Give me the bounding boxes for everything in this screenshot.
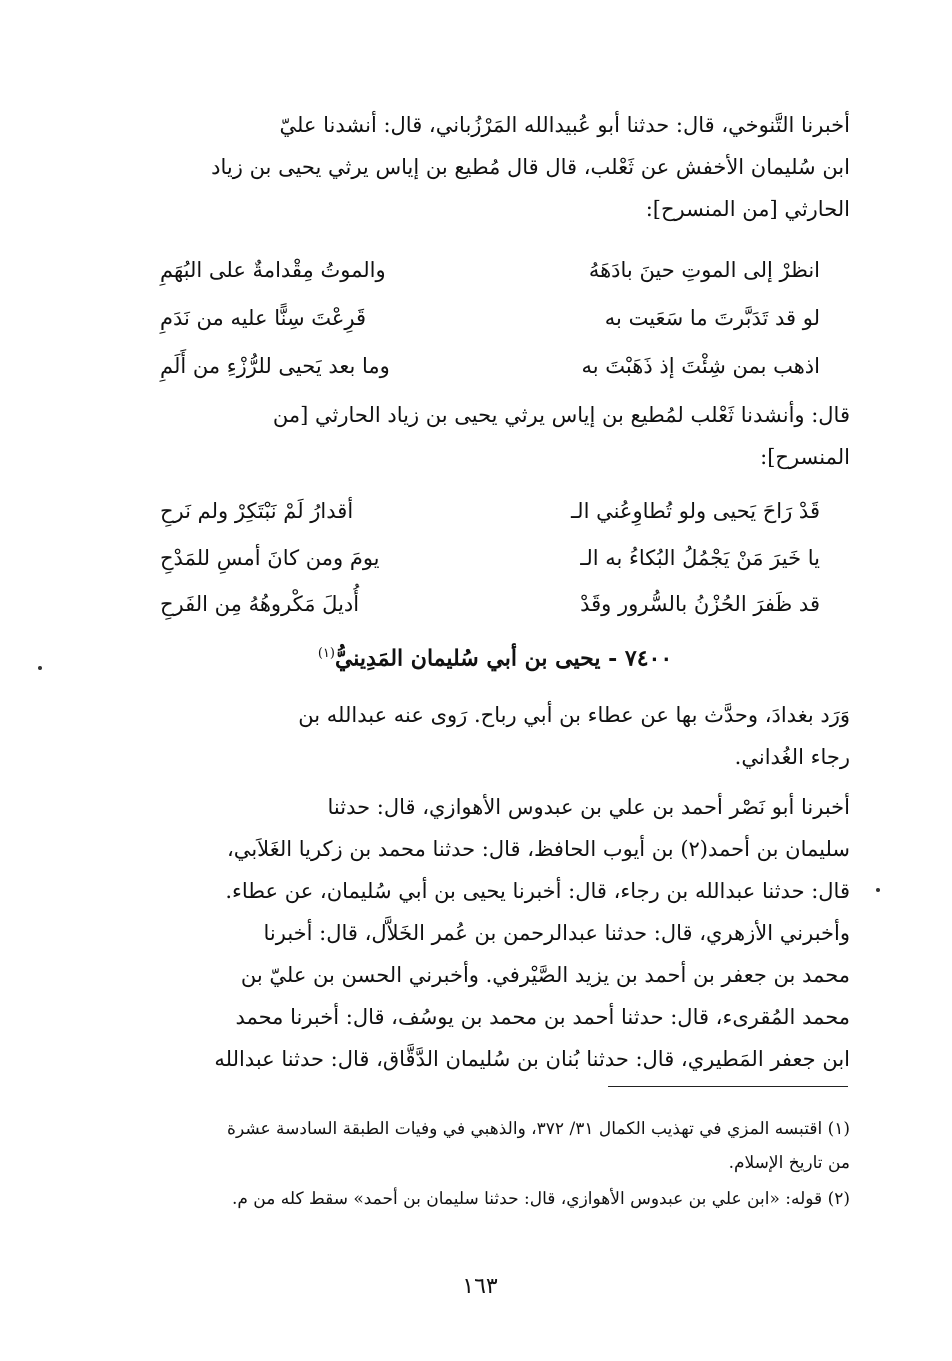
text-line: قال: حدثنا عبدالله بن رجاء، قال: أخبرنا يحيى بن أبي سُليمان، عن عطاء. bbox=[225, 879, 850, 903]
verse-line bbox=[160, 344, 820, 388]
text-line: المنسرح]: bbox=[760, 445, 850, 469]
verse-second-hemistich: قَرِعْتَ سِنًّا عليه من نَدَمِ bbox=[160, 306, 366, 330]
text-line: رجاء الغُداني. bbox=[734, 745, 850, 769]
verse-first-hemistich: اذهب بمن شِئْتَ إذ ذَهَبْتَ به bbox=[581, 354, 820, 378]
verse-second-hemistich: أقدارُ لَمْ نَبْتَكِرْ ولم نَرحِ bbox=[160, 499, 354, 523]
text-line: محمد المُقرىء، قال: حدثنا أحمد بن محمد بن يوسُف، قال: أخبرنا محمد bbox=[235, 1005, 850, 1029]
scan-dot bbox=[38, 666, 42, 670]
footnote-1: (١) اقتبسه المزي في تهذيب الكمال ٣١/ ٣٧٢، والذهبي في وفيات الطبقة السادسة عشرة bbox=[227, 1119, 850, 1139]
footnote-divider bbox=[608, 1086, 848, 1087]
verse-line bbox=[160, 296, 820, 340]
verse-second-hemistich: وما بعد يَحيى للرُّزْءِ من أَلَمِ bbox=[160, 354, 390, 378]
footnote-1-continued: من تاريخ الإسلام. bbox=[728, 1153, 850, 1173]
verse-first-hemistich: يا خَيرَ مَنْ يَجْمُلُ البُكاءُ به الـ bbox=[580, 546, 820, 570]
footnote-ref: (١) bbox=[317, 646, 335, 661]
text-line: قال: وأنشدنا ثَعْلب لمُطيع بن إياس يرثي يحيى بن زياد الحارثي [من bbox=[272, 403, 850, 427]
text-line: وأخبرني الأزهري، قال: حدثنا عبدالرحمن بن عُمر الخَلاَّل، قال: أخبرنا bbox=[263, 921, 850, 945]
verse-first-hemistich: لو قد تَدَبَّرتَ ما سَعَيت به bbox=[604, 306, 820, 330]
verse-second-hemistich: أُديلَ مَكْروهُهُ مِن الفَرحِ bbox=[160, 592, 360, 616]
verse-line bbox=[160, 248, 820, 292]
text-line: وَرَد بغدادَ، وحدَّث بها عن عطاء بن أبي رباح. رَوى عنه عبدالله بن bbox=[298, 703, 850, 727]
verse-line bbox=[160, 489, 820, 533]
verse-first-hemistich: قد ظَفرَ الحُزْنُ بالسُّرور وقَدْ bbox=[580, 592, 820, 616]
verse-second-hemistich: والموتُ مِقْدامةٌ على البُهَمِ bbox=[160, 258, 386, 282]
text-line: ابن جعفر المَطيري، قال: حدثنا بُنان بن سُليمان الدَّقَّاق، قال: حدثنا عبدالله bbox=[214, 1047, 850, 1071]
entry-heading bbox=[200, 634, 790, 678]
text-line: أخبرنا أبو نَصْر أحمد بن علي بن عبدوس الأهوازي، قال: حدثنا bbox=[327, 795, 850, 819]
verse-line bbox=[160, 536, 820, 580]
text-line: أخبرنا التَّنوخي، قال: حدثنا أبو عُبيدالله المَرْزُباني، قال: أنشدنا عليّ bbox=[279, 113, 850, 137]
text-line: الحارثي [من المنسرح]: bbox=[645, 197, 850, 221]
paragraph-4 bbox=[133, 786, 850, 1080]
text-line: محمد بن جعفر بن أحمد بن يزيد الصَّيْرفي. وأخبرني الحسن بن عليّ بن bbox=[240, 963, 850, 987]
text-line: سليمان بن أحمد(٢) بن أيوب الحافظ، قال: حدثنا محمد بن زكريا الغَلاَبي، bbox=[227, 837, 850, 861]
verse-first-hemistich: قَدْ رَاحَ يَحيى ولو تُطاوِعُني الـ bbox=[571, 499, 820, 523]
text-line: ابن سُليمان الأخفش عن ثَعْلب، قال قال مُطيع بن إياس يرثي يحيى بن زياد bbox=[211, 155, 850, 179]
verse-line bbox=[160, 582, 820, 626]
paragraph-1 bbox=[133, 104, 850, 230]
paragraph-2 bbox=[133, 394, 850, 478]
entry-title: ٧٤٠٠ - يحيى بن أبي سُليمان المَدِينيُّ bbox=[334, 645, 673, 672]
verse-first-hemistich: انظرْ إلى الموتِ حينَ بادَهَهُ bbox=[588, 258, 820, 282]
footnote-2: (٢) قوله: «ابن علي بن عبدوس الأهوازي، قال: حدثنا سليمان بن أحمد» سقط كله من م. bbox=[231, 1189, 850, 1209]
page-number: ١٦٣ bbox=[462, 1274, 498, 1299]
paragraph-3 bbox=[133, 694, 850, 778]
scan-dot bbox=[876, 888, 880, 892]
verse-second-hemistich: يومَ ومن كانَ أمسِ للمَدْحِ bbox=[160, 546, 380, 570]
